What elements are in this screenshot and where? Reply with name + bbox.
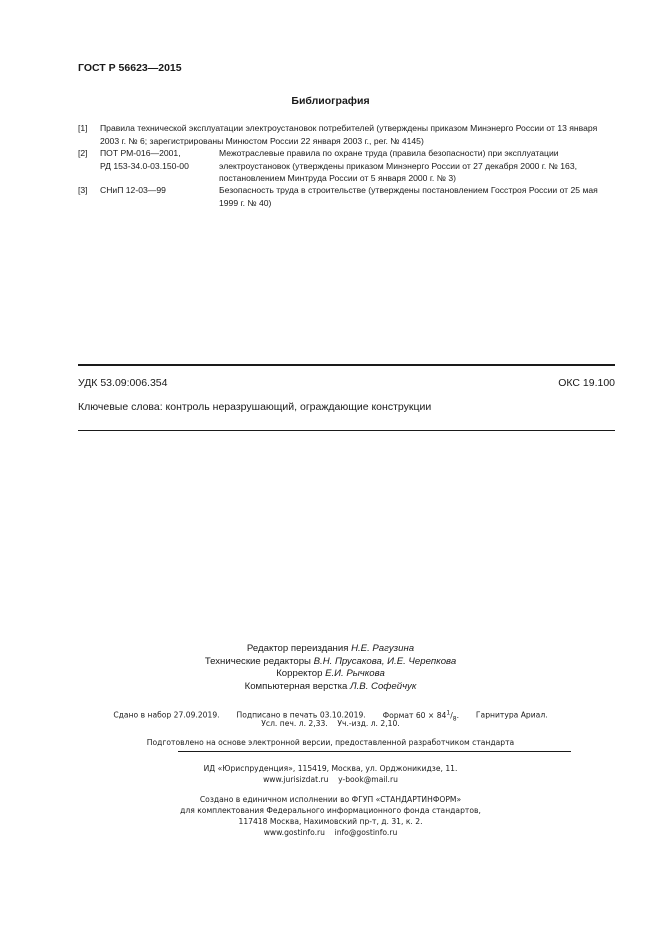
publisher-contacts: www.jurisizdat.ru y-book@mail.ru [263, 775, 398, 784]
bibliography-item-3 [78, 184, 618, 209]
bibliography-title: Библиография [291, 95, 370, 107]
credit-layout [0, 681, 661, 694]
bibliography-item-2 [78, 147, 618, 185]
oks-code: ОКС 19.100 [558, 377, 615, 389]
document-code: ГОСТ Р 56623—2015 [78, 62, 182, 74]
divider-bottom [78, 430, 615, 431]
credit-label: Редактор переиздания [246, 643, 349, 654]
credit-label: Технические редакторы [204, 656, 311, 667]
credit-editor [0, 643, 661, 656]
printer-line-2: для комплектования Федерального информационного фонда стандартов, [180, 806, 481, 815]
imprint-sheets: Усл. печ. л. 2,33. Уч.-изд. л. 2,10. [261, 719, 400, 728]
imprint-source-note: Подготовлено на основе электронной версии, предоставленной разработчиком стандарта [146, 738, 515, 747]
credit-person: Е.И. Рычкова [325, 668, 385, 679]
bibliography-item-number: [3] [78, 185, 88, 195]
credit-tech-editors [0, 656, 661, 669]
bibliography-item-number: [2] [78, 148, 88, 158]
divider-top [78, 364, 615, 366]
credit-proofreader [0, 668, 661, 681]
credit-label: Компьютерная верстка [244, 681, 348, 692]
printer-contacts: www.gostinfo.ru info@gostinfo.ru [263, 828, 398, 837]
bibliography-item-text: Безопасность труда в строительстве (утверждены постановлением Госстроя России от 25 мая 1999 г. № 40) [219, 185, 598, 208]
bibliography-item-number: [1] [78, 123, 88, 133]
credit-person: Н.Е. Рагузина [351, 643, 415, 654]
imprint-format: Формат $60 \times 84^1/_8$. [382, 709, 460, 723]
bibliography-item-text: Межотраслевые правила по охране труда (правила безопасности) при эксплуатации электроустановок (утверждены приказом Минэнерго России от 27 декабря 2000 г. № 163, постановлением Минтруда России от 5 января 2000 г. № 3) [219, 148, 577, 183]
keywords: Ключевые слова: контроль неразрушающий, ограждающие конструкции [78, 401, 432, 413]
credit-person: В.Н. Прусакова, И.Е. Черепкова [313, 656, 457, 667]
bibliography-item-code: СНиП 12-03—99 [100, 185, 166, 195]
bibliography-item-1 [78, 122, 618, 147]
bibliography-item-text: Правила технической эксплуатации электроустановок потребителей (утверждены приказом Минэнерго России от 13 января 2003 г. № 6; зарегистрированы Минюстом России 22 января 2003 г., рег. № 4145) [100, 123, 598, 146]
credit-person: Л.В. Софейчук [350, 681, 417, 692]
imprint-typeface: Гарнитура Ариал. [475, 710, 548, 720]
imprint-typeset-date: Сдано в набор 27.09.2019. [113, 710, 220, 720]
credit-label: Корректор [276, 668, 323, 679]
bibliography-item-code: ПОТ РМ-016—2001, РД 153-34.0-03.150-00 [100, 148, 189, 171]
udk-code: УДК 53.09:006.354 [78, 377, 168, 389]
printer-address: 117418 Москва, Нахимовский пр-т, д. 31, к. 2. [238, 817, 423, 826]
imprint-print-date: Подписано в печать 03.10.2019. [236, 710, 366, 720]
printer-line-1: Создано в единичном исполнении во ФГУП «СТАНДАРТИНФОРМ» [199, 795, 462, 804]
divider-imprint [178, 751, 571, 752]
publisher-address: ИД «Юриспруденция», 115419, Москва, ул. Орджоникидзе, 11. [203, 764, 458, 773]
